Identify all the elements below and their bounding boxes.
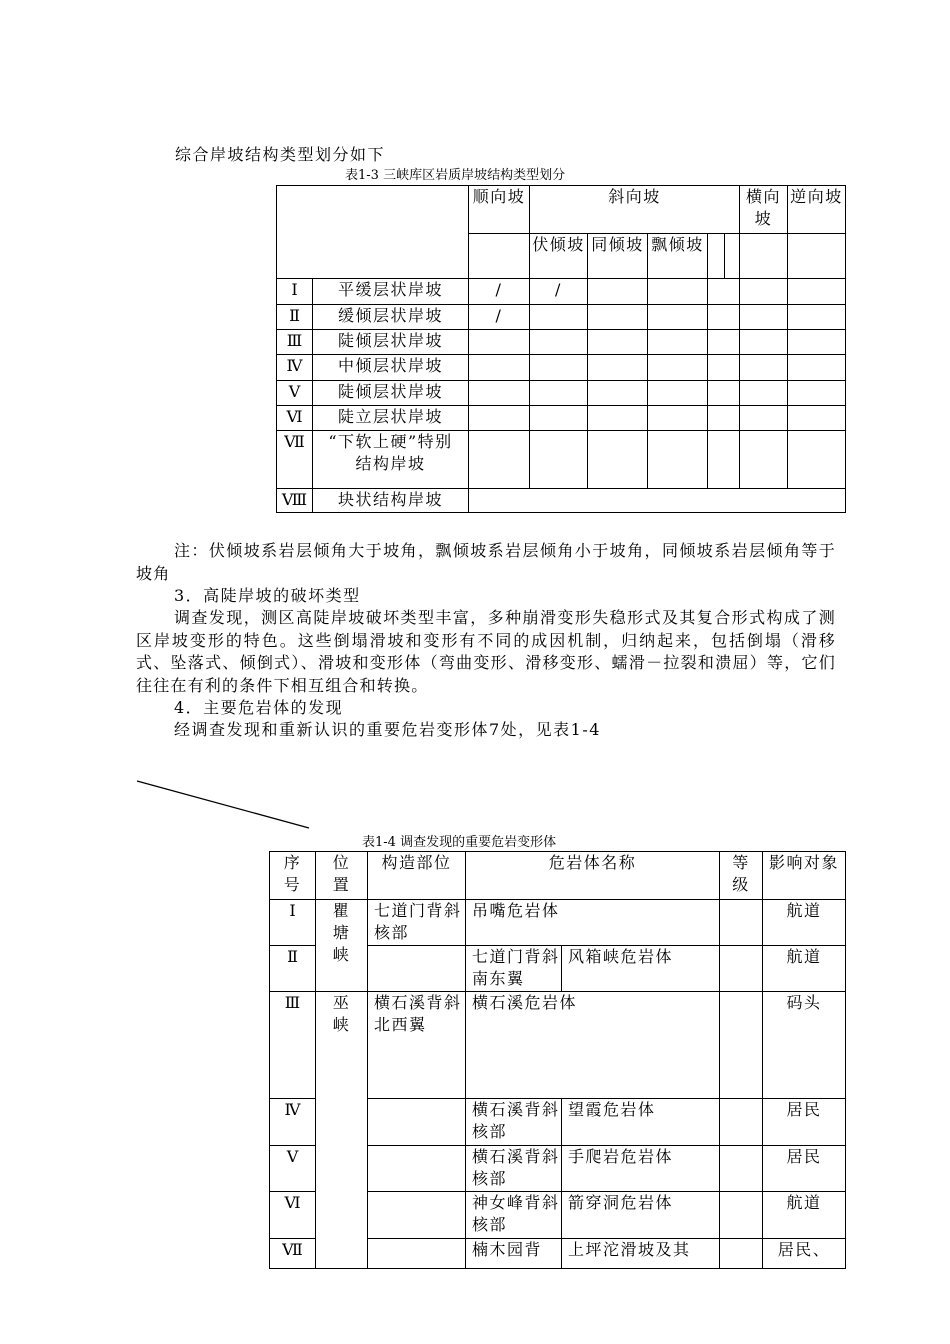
header-name: 危岩体名称 bbox=[466, 852, 720, 900]
row-name: “下软上硬”特别结构岸坡 bbox=[313, 431, 469, 489]
row-number: Ⅱ bbox=[277, 305, 313, 330]
header-fuqing: 伏倾坡 bbox=[530, 234, 588, 279]
table-row bbox=[277, 489, 846, 513]
location-qutang: 瞿塘峡 bbox=[316, 900, 368, 992]
header-piaoqing: 飘倾坡 bbox=[648, 234, 708, 279]
row-name: 吊嘴危岩体 bbox=[466, 900, 720, 946]
table-1-3 bbox=[276, 185, 846, 513]
row-name: 陡倾层状岸坡 bbox=[313, 381, 469, 406]
row-number: Ⅲ bbox=[277, 330, 313, 355]
table-row bbox=[277, 381, 846, 406]
row-number: Ⅶ bbox=[270, 1239, 316, 1269]
row-name: 手爬岩危岩体 bbox=[562, 1146, 720, 1192]
row-name: 中倾层状岸坡 bbox=[313, 355, 469, 381]
row-impact: 航道 bbox=[763, 946, 846, 992]
row-impact: 居民 bbox=[763, 1099, 846, 1146]
table-row bbox=[277, 305, 846, 330]
section-4-title: 4．主要危岩体的发现 bbox=[174, 698, 344, 717]
row-number: Ⅳ bbox=[277, 355, 313, 381]
table-row bbox=[270, 992, 846, 1099]
header-hengxiang: 横向坡 bbox=[740, 186, 788, 234]
row-number: Ⅷ bbox=[277, 489, 313, 513]
header-shunxiang: 顺向坡 bbox=[469, 186, 530, 234]
row-cell bbox=[530, 305, 588, 330]
header-location: 位置 bbox=[316, 852, 368, 900]
row-number: Ⅰ bbox=[277, 279, 313, 305]
location-wu: 巫峡 bbox=[316, 992, 368, 1269]
row-name: 望霞危岩体 bbox=[562, 1099, 720, 1146]
row-name: 缓倾层状岸坡 bbox=[313, 305, 469, 330]
row-impact: 居民 bbox=[763, 1146, 846, 1192]
row-structure-sub: 横石溪背斜核部 bbox=[466, 1099, 562, 1146]
table-1-4 bbox=[269, 851, 846, 1269]
table-note: 注：伏倾坡系岩层倾角大于坡角，飘倾坡系岩层倾角小于坡角，同倾坡系岩层倾角等于坡角 bbox=[136, 541, 836, 583]
table-1-4-caption: 表1-4 调查发现的重要危岩变形体 bbox=[362, 835, 557, 850]
row-name: 上坪沱滑坡及其 bbox=[562, 1239, 720, 1269]
row-impact: 码头 bbox=[763, 992, 846, 1099]
row-number: Ⅵ bbox=[270, 1192, 316, 1239]
section-4-body: 经调查发现和重新认识的重要危岩变形体7处，见表1-4 bbox=[174, 720, 601, 739]
table-1-3-corner bbox=[277, 186, 469, 279]
row-number: Ⅴ bbox=[270, 1146, 316, 1192]
row-number: Ⅴ bbox=[277, 381, 313, 406]
table-row bbox=[277, 330, 846, 355]
row-structure-sub: 楠木园背 bbox=[466, 1239, 562, 1269]
row-structure: 七道门背斜核部 bbox=[368, 900, 466, 946]
table-row bbox=[277, 406, 846, 431]
section-3-body: 调查发现，测区高陡岸坡破坏类型丰富，多种崩滑变形失稳形式及其复合形式构成了测区岸坡变形的特色。这些倒塌滑坡和变形有不同的成因机制，归纳起来，包括倒塌（滑移式、坠落式、倾倒式）、滑坡和变形体（弯曲变形、滑移变形、蠕滑－拉裂和溃屈）等，它们往往在有利的条件下相互组合和转换。 bbox=[136, 608, 836, 695]
section-3-title: 3．高陡岸坡的破坏类型 bbox=[174, 586, 361, 605]
row-number: Ⅲ bbox=[270, 992, 316, 1099]
row-number: Ⅶ bbox=[277, 431, 313, 489]
row-structure-sub: 七道门背斜南东翼 bbox=[466, 946, 562, 992]
row-name: 陡倾层状岸坡 bbox=[313, 330, 469, 355]
row-number: Ⅳ bbox=[270, 1099, 316, 1146]
header-xiexiang: 斜向坡 bbox=[530, 186, 740, 234]
header-impact: 影响对象 bbox=[763, 852, 846, 900]
row-number: Ⅵ bbox=[277, 406, 313, 431]
row-name: 陡立层状岸坡 bbox=[313, 406, 469, 431]
header-grade: 等级 bbox=[720, 852, 763, 900]
row-cell: / bbox=[469, 279, 530, 305]
table-row bbox=[277, 431, 846, 489]
row-impact: 居民、 bbox=[763, 1239, 846, 1269]
row-name: 箭穿洞危岩体 bbox=[562, 1192, 720, 1239]
row-name: 横石溪危岩体 bbox=[466, 992, 720, 1099]
row-impact: 航道 bbox=[763, 900, 846, 946]
table-row bbox=[277, 279, 846, 305]
header-num: 序号 bbox=[270, 852, 316, 900]
row-number: Ⅱ bbox=[270, 946, 316, 992]
row-structure: 横石溪背斜北西翼 bbox=[368, 992, 466, 1099]
table-1-3-caption: 表1-3 三峡库区岩质岸坡结构类型划分 bbox=[345, 168, 566, 183]
row-number: Ⅰ bbox=[270, 900, 316, 946]
row-structure-sub: 横石溪背斜核部 bbox=[466, 1146, 562, 1192]
row-cell: / bbox=[530, 279, 588, 305]
row-impact: 航道 bbox=[763, 1192, 846, 1239]
header-structure: 构造部位 bbox=[368, 852, 466, 900]
header-nixiang: 逆向坡 bbox=[788, 186, 846, 234]
row-name: 风箱峡危岩体 bbox=[562, 946, 720, 992]
row-name: 块状结构岸坡 bbox=[313, 489, 469, 513]
table-row bbox=[277, 355, 846, 381]
intro-text: 综合岸坡结构类型划分如下 bbox=[175, 145, 386, 164]
table-row bbox=[270, 900, 846, 946]
row-structure-sub: 神女峰背斜核部 bbox=[466, 1192, 562, 1239]
row-cell: / bbox=[469, 305, 530, 330]
header-tongqing: 同倾坡 bbox=[588, 234, 648, 279]
row-name: 平缓层状岸坡 bbox=[313, 279, 469, 305]
